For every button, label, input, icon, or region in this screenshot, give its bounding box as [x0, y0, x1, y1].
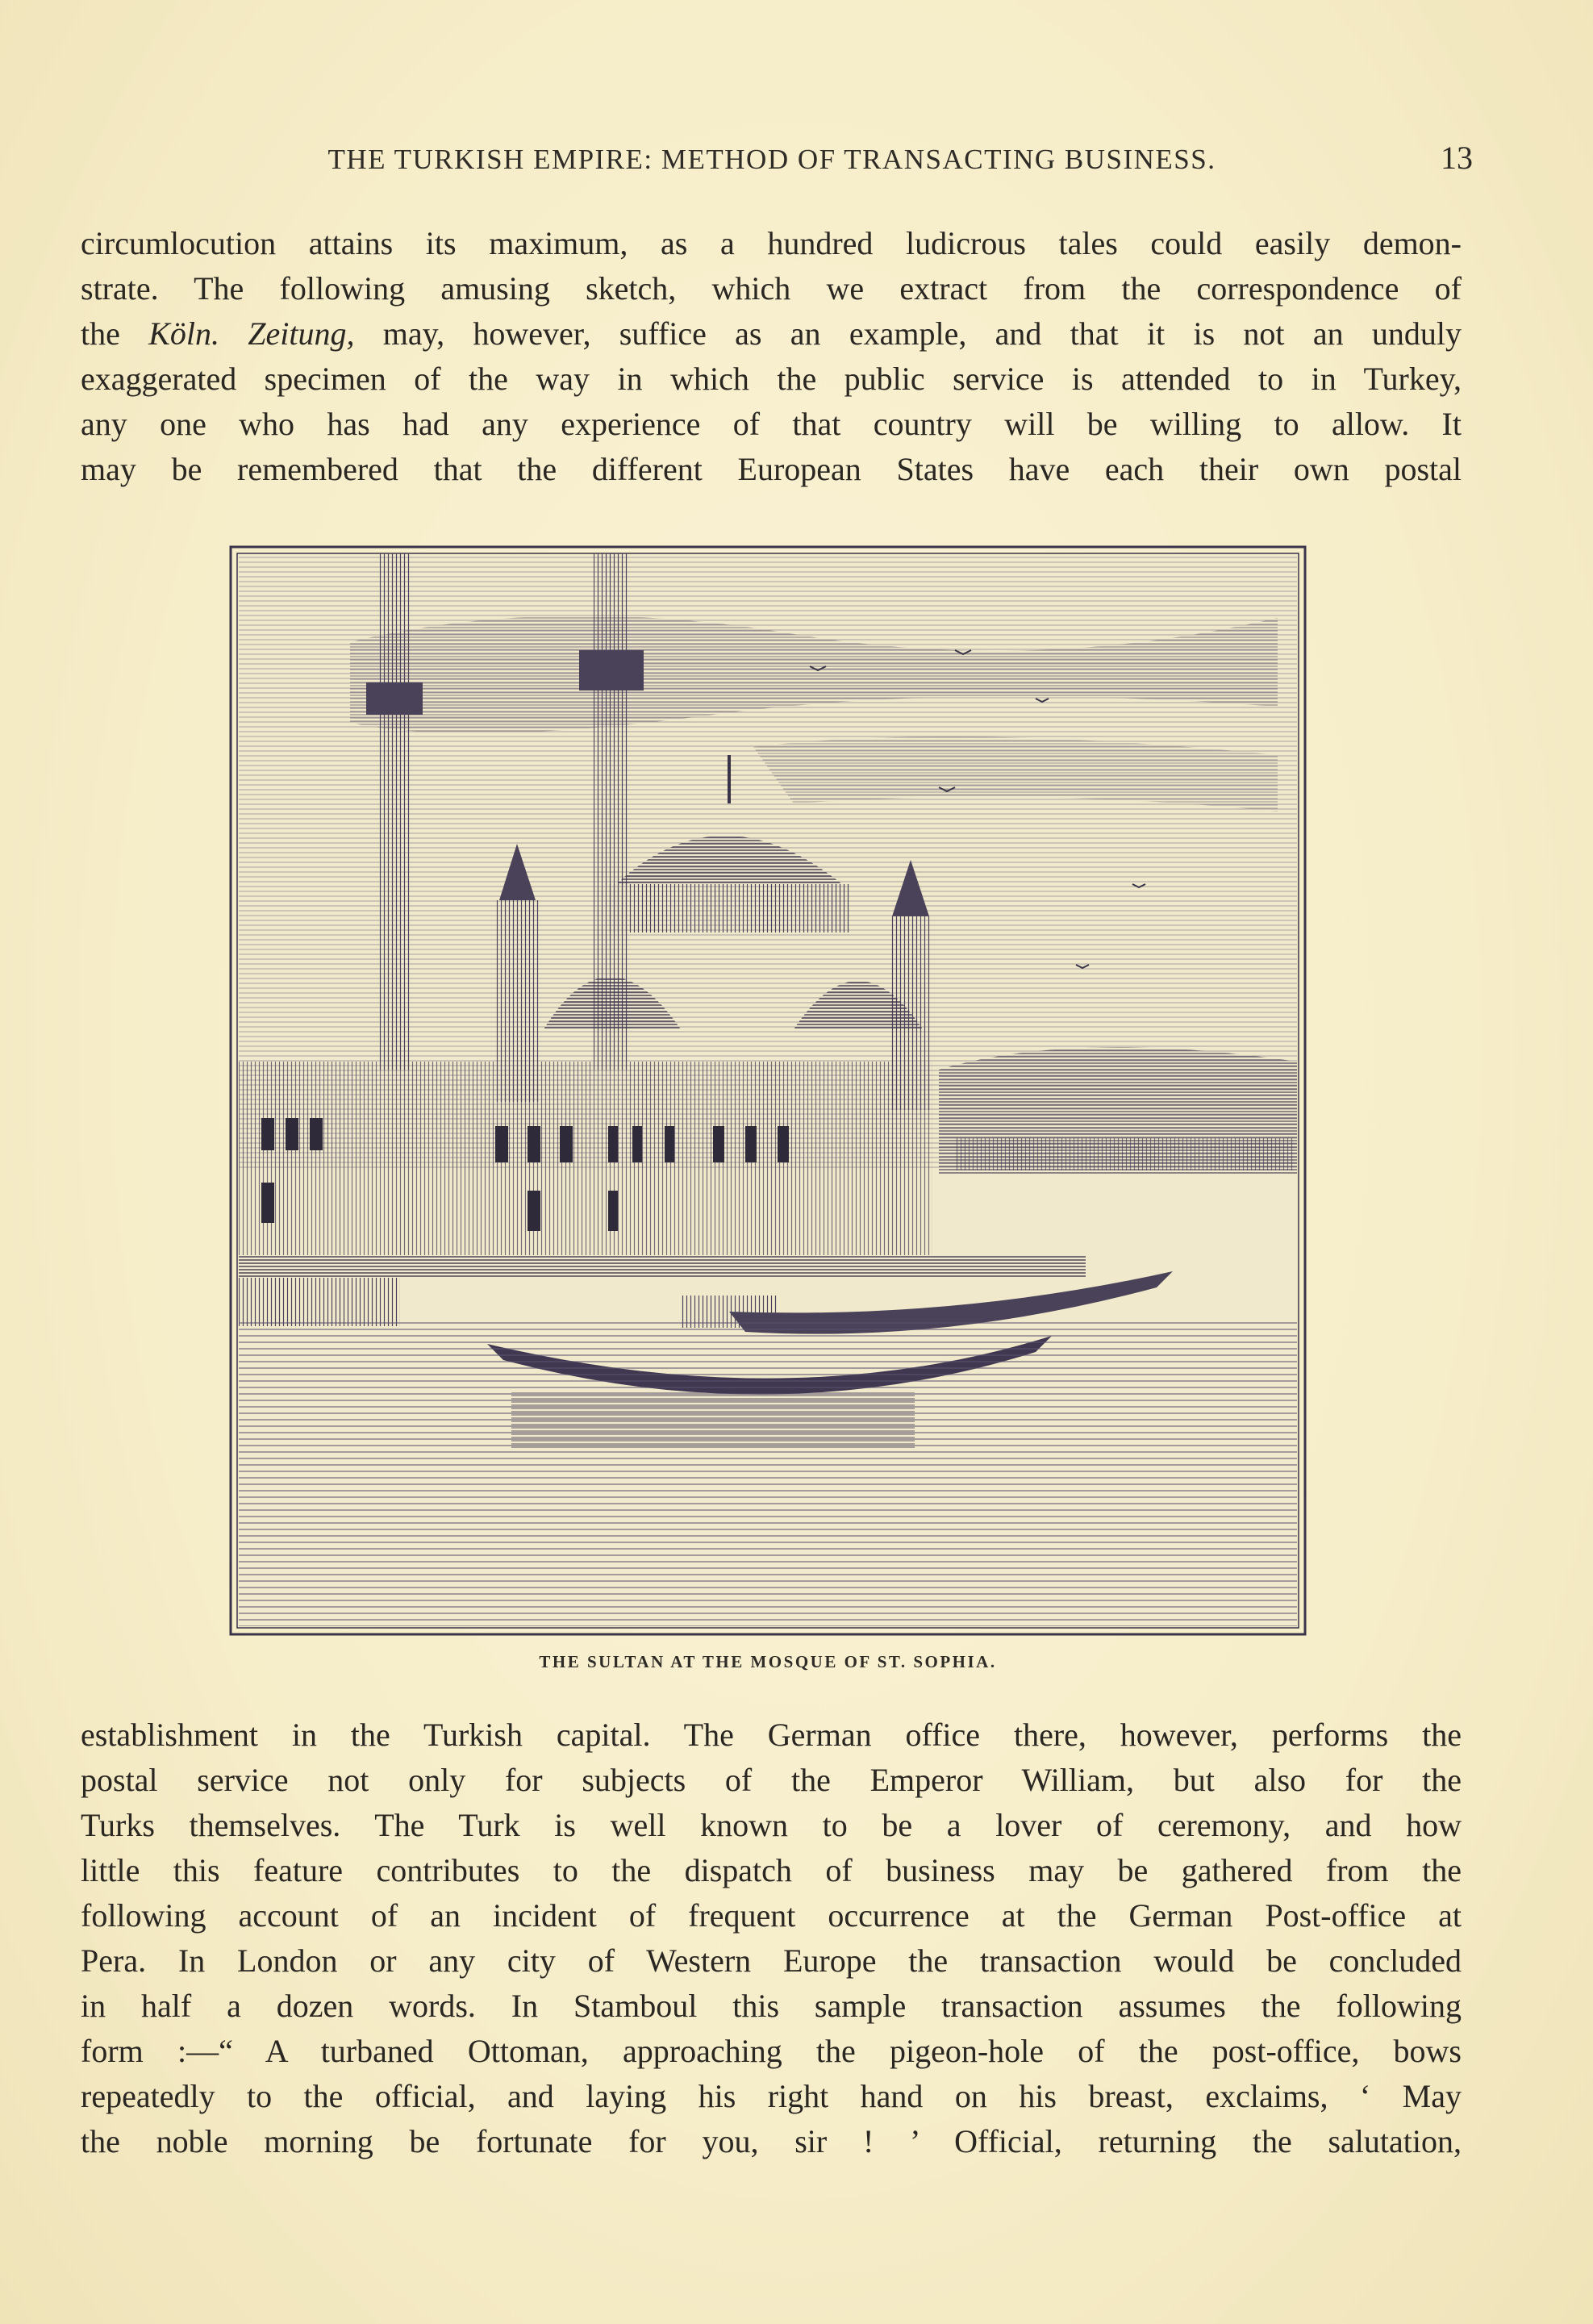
- text-line: establishment in the Turkish capital. The German office there, however, performs the: [81, 1717, 1462, 1753]
- text-line: the noble morning be fortunate for you, sir ! ’ Official, returning the salutation,: [81, 2123, 1462, 2159]
- body-text-bottom: [81, 1713, 1462, 2164]
- page-number: 13: [1441, 140, 1473, 176]
- text-line: in half a dozen words. In Stamboul this sample transaction assumes the following: [81, 1988, 1462, 2024]
- text-line: circumlocution attains its maximum, as a hundred ludicrous tales could easily demon-: [81, 225, 1462, 261]
- running-head: THE TURKISH EMPIRE: METHOD OF TRANSACTING BUSINESS.: [327, 144, 1216, 175]
- figure-caption: THE SULTAN AT THE MOSQUE OF ST. SOPHIA.: [539, 1652, 997, 1671]
- engraving-figure: [229, 545, 1307, 1636]
- engraving-mosque-illustration: [229, 545, 1307, 1636]
- text-line: may be remembered that the different European States have each their own postal: [81, 451, 1462, 487]
- text-line: repeatedly to the official, and laying his right hand on his breast, exclaims, ‘ May: [81, 2078, 1462, 2114]
- newspaper-title: Köln. Zeitung,: [148, 315, 355, 352]
- text-line: any one who has had any experience of that country will be willing to allow. It: [81, 406, 1462, 442]
- text-fragment: may, however, suffice as an example, and that it is not an unduly: [382, 315, 1462, 352]
- text-line: postal service not only for subjects of the Emperor William, but also for the: [81, 1762, 1462, 1798]
- minaret-left: [378, 553, 411, 1070]
- text-line: exaggerated specimen of the way in which the public service is attended to in Turkey,: [81, 361, 1462, 397]
- water: [239, 1320, 1297, 1626]
- text-fragment: the: [81, 315, 120, 352]
- text-line: following account of an incident of frequent occurrence at the German Post-office at: [81, 1897, 1462, 1934]
- text-line: strate. The following amusing sketch, which we extract from the correspondence of: [81, 270, 1462, 307]
- quay: [239, 1255, 1086, 1278]
- text-line: Turks themselves. The Turk is well known to be a lover of ceremony, and how: [81, 1807, 1462, 1843]
- text-line: form :—“ A turbaned Ottoman, approaching the pigeon-hole of the post-office, bows: [81, 2033, 1462, 2069]
- text-line-with-italic: [81, 311, 1462, 357]
- text-line: Pera. In London or any city of Western Europe the transaction would be concluded: [81, 1942, 1462, 1979]
- text-line: little this feature contributes to the dispatch of business may be gathered from the: [81, 1852, 1462, 1888]
- body-text-top: [81, 221, 1462, 492]
- mosque-building: [239, 1062, 932, 1255]
